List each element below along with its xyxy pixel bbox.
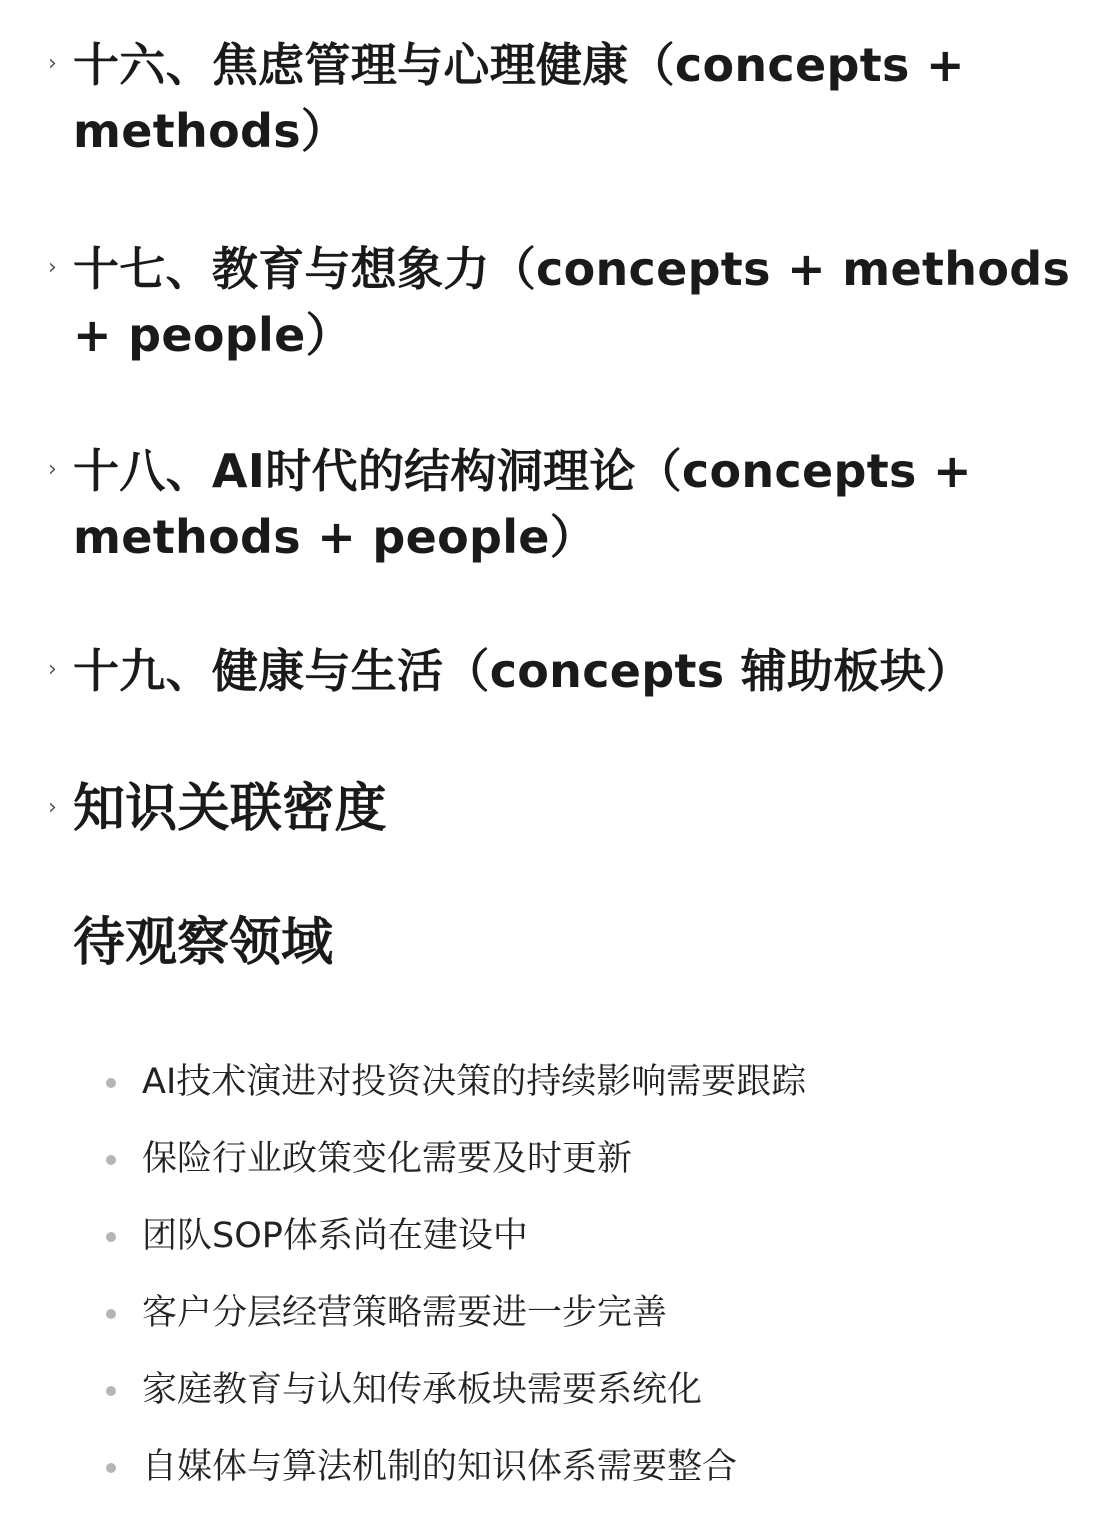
watch-areas-list	[100, 1052, 806, 1514]
chevron-right-icon[interactable]: ›	[48, 51, 57, 76]
list-item-text: 团队SOP体系尚在建设中	[142, 1216, 528, 1256]
bullet-icon	[106, 1309, 116, 1319]
list-item-text: 客户分层经营策略需要进一步完善	[142, 1293, 668, 1333]
section-18	[48, 438, 1088, 570]
list-item	[100, 1206, 806, 1283]
list-item-text: AI技术演进对投资决策的持续影响需要跟踪	[142, 1062, 807, 1102]
list-item-text: 自媒体与算法机制的知识体系需要整合	[142, 1447, 738, 1487]
chevron-right-icon[interactable]: ›	[48, 457, 57, 482]
watch-areas-title: 待观察领域	[73, 913, 334, 973]
knowledge-density-title: 知识关联密度	[73, 779, 387, 839]
section-16-title: 十六、焦虑管理与心理健康（concepts + methods）	[73, 38, 965, 158]
list-item	[100, 1283, 806, 1360]
list-item	[100, 1052, 806, 1129]
bullet-icon	[106, 1078, 116, 1088]
section-19-title: 十九、健康与生活（concepts 辅助板块）	[73, 644, 973, 698]
list-item-text: 家庭教育与认知传承板块需要系统化	[142, 1370, 703, 1410]
section-17-title: 十七、教育与想象力（concepts + methods + people）	[73, 242, 1071, 362]
section-knowledge-density	[48, 774, 1088, 844]
section-17	[48, 236, 1088, 368]
list-item	[100, 1360, 806, 1437]
chevron-right-icon[interactable]: ›	[48, 657, 57, 682]
section-18-title: 十八、AI时代的结构洞理论（concepts + methods + people）	[73, 444, 972, 564]
section-19	[48, 638, 1088, 704]
list-item	[100, 1437, 806, 1514]
bullet-icon	[106, 1232, 116, 1242]
list-item	[100, 1129, 806, 1206]
chevron-right-icon[interactable]: ›	[48, 255, 57, 280]
list-item-text: 保险行业政策变化需要及时更新	[142, 1139, 633, 1179]
section-16	[48, 32, 1088, 164]
chevron-right-icon[interactable]: ›	[48, 795, 57, 820]
bullet-icon	[106, 1463, 116, 1473]
bullet-icon	[106, 1386, 116, 1396]
bullet-icon	[106, 1155, 116, 1165]
